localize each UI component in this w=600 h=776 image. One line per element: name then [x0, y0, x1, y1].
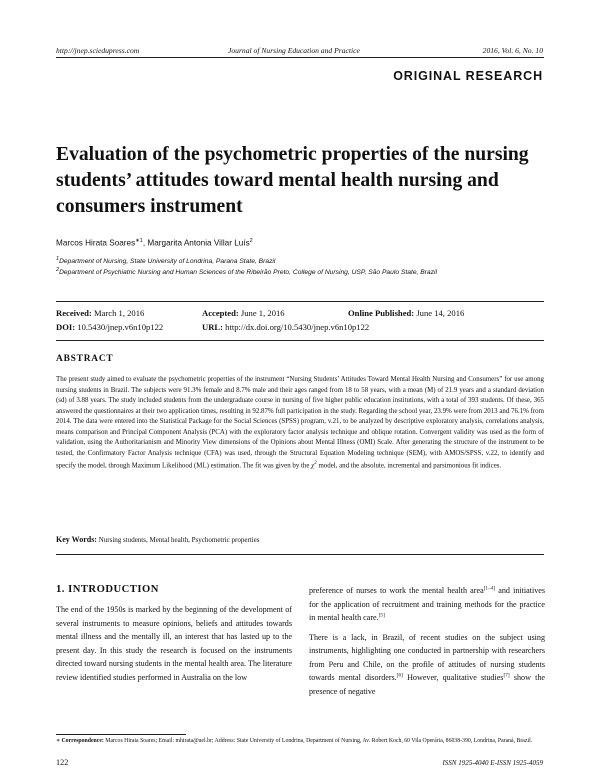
header-divider	[56, 57, 544, 58]
paragraph-text: preference of nurses to work the mental health area	[309, 586, 484, 595]
article-url-link[interactable]: http://dx.doi.org/10.5430/jnep.v6n10p122	[225, 322, 370, 332]
header-url[interactable]: http://jnep.sciedupress.com	[56, 46, 140, 55]
published-date: June 14, 2016	[416, 308, 465, 318]
correspondence-footnote	[56, 737, 544, 745]
author-name[interactable]: Marcos Hirata Soares	[56, 238, 136, 248]
accepted-date: June 1, 2016	[240, 308, 285, 318]
paragraph	[309, 631, 545, 699]
affiliation-number: 1	[56, 256, 60, 262]
publication-dates	[56, 308, 544, 336]
article-title: Evaluation of the psychometric properties of the nursing students’ attitudes toward mental health nursing and consumers instrument	[56, 144, 529, 217]
affiliation-text: Department of Psychiatric Nursing and Human Sciences of the Ribeirão Preto, College of Nursing, USP, São Paulo State, Brazil	[59, 269, 437, 277]
doi-link[interactable]: 10.5430/jnep.v6n10p122	[77, 322, 164, 332]
dates-bottom-rule	[56, 340, 544, 341]
author-superscript: 2	[249, 238, 253, 244]
issn: ISSN 1925-4040 E-ISSN 1925-4059	[442, 759, 543, 767]
affiliation-text: Department of Nursing, State University of Londrina, Parana State, Brazil	[59, 258, 276, 266]
footnote-text: Marcos Hirata Soares; Email: mhirata@uel.br; Address: State University of Londrina, Department of Nursing, Av. Robert Koch, 60 Vila Operária, 86038-390, Londrina, Paraná, Brazil.	[103, 738, 533, 744]
keywords	[56, 535, 544, 544]
doi-label: DOI:	[56, 322, 76, 332]
url-label: URL:	[202, 322, 224, 332]
dates-top-rule	[56, 301, 544, 302]
author-line	[56, 238, 253, 248]
affiliation	[56, 256, 275, 265]
abstract-heading: ABSTRACT	[56, 354, 114, 364]
paragraph	[309, 584, 545, 625]
abstract-text	[56, 375, 544, 472]
keywords-text: Nursing students, Mental health, Psychometric properties	[98, 536, 260, 544]
introduction-right-column	[309, 584, 545, 704]
citation-link[interactable]: [7]	[503, 672, 510, 679]
affiliation-number: 2	[56, 267, 60, 273]
citation-link[interactable]: [5]	[378, 612, 385, 619]
paragraph-text: show the presence of negative	[309, 673, 545, 696]
paragraph-text: and initiatives for the application of recruitment and training methods for the practice in mental health care.	[309, 586, 545, 622]
author-separator: ,	[142, 238, 148, 248]
header-volume: 2016, Vol. 6, No. 10	[482, 46, 543, 55]
affiliation	[56, 267, 437, 276]
citation-link[interactable]: [6]	[396, 672, 403, 679]
footnote-divider	[56, 734, 186, 735]
header-journal-name: Journal of Nursing Education and Practice	[228, 46, 360, 55]
paragraph-text: However, qualitative studies	[402, 673, 504, 682]
section-label: ORIGINAL RESEARCH	[393, 69, 543, 83]
paragraph-text: There is a lack, in Brazil, of recent studies on the subject using instruments, highlighting one conducted in partnership with researchers from Peru and Chile, on the profile of attitudes of nursing students towards mental disorders.	[309, 632, 545, 682]
abstract-body-end: model, and the absolute, incremental and parsimonious fit indices.	[316, 462, 502, 470]
received-date: March 1, 2016	[93, 308, 145, 318]
received-label: Received:	[56, 308, 92, 318]
chi-superscript: 2	[314, 461, 317, 466]
abstract-body: The present study aimed to evaluate the psychometric properties of the instrument “Nursing Students’ Attitudes Toward Mental Health Nursing and Consumers” for use among nursing students in Brazil. The subjects were 91.3% female and 8.7% male and their ages ranged from 18 to 58 years, with a mean (M) of 21.9 years and a standard deviation (sd) of 3.88 years. The study included students from the undergraduate course in nursing of five higher public education institutions, with a total of 393 students. Of these, 365 answered the questionnaires at their two application times, resulting in 92.87% full participation in the study. Regarding the school year, 23.9% were from 2013 and 76.1% from 2014. The data were entered into the Statistical Package for the Social Sciences (SPSS) program, v.21, to be analyzed by descriptive exploratory analysis, correlations analysis, means comparison and Principal Component Analysis (PCA) with the exploratory factor analysis technique and oblique rotation. Convergent validity was used as the form of validation, using the Authoritarianism and Minority View dimensions of the Opinions about Mental Illness (OMI) Scale. After generating the structure of the instrument to be tested, the Confirmatory Factor Analysis technique (CFA) was used, through the Structural Equation Modeling technique (SEM), with AMOS/SPSS, v.22, to identify and specify the model, through Maximum Likelihood (ML) estimation. The fit was given by the	[56, 376, 544, 470]
keywords-label: Key Words:	[56, 535, 97, 544]
introduction-left-column: The end of the 1950s is marked by the beginning of the development of several instruments to measure opinions, beliefs and attitudes towards mental illness and the mentally ill, an interest that has lasted up to the present day. In this study the research is focused on the instruments directed toward nursing students in the mental health area. The literature review identified studies performed in Australia on the low	[56, 605, 292, 682]
page-number: 122	[56, 758, 69, 767]
accepted-label: Accepted:	[202, 308, 239, 318]
citation-link[interactable]: [1–4]	[483, 585, 496, 592]
abstract-bottom-rule	[56, 554, 544, 555]
footnote-label: ∗ Correspondence:	[56, 738, 104, 744]
published-label: Online Published:	[348, 308, 415, 318]
chi-symbol: χ	[311, 462, 315, 470]
introduction-heading: 1. INTRODUCTION	[56, 584, 159, 595]
author-superscript: ∗1	[135, 238, 143, 244]
author-name[interactable]: Margarita Antonia Villar Luís	[147, 238, 250, 248]
